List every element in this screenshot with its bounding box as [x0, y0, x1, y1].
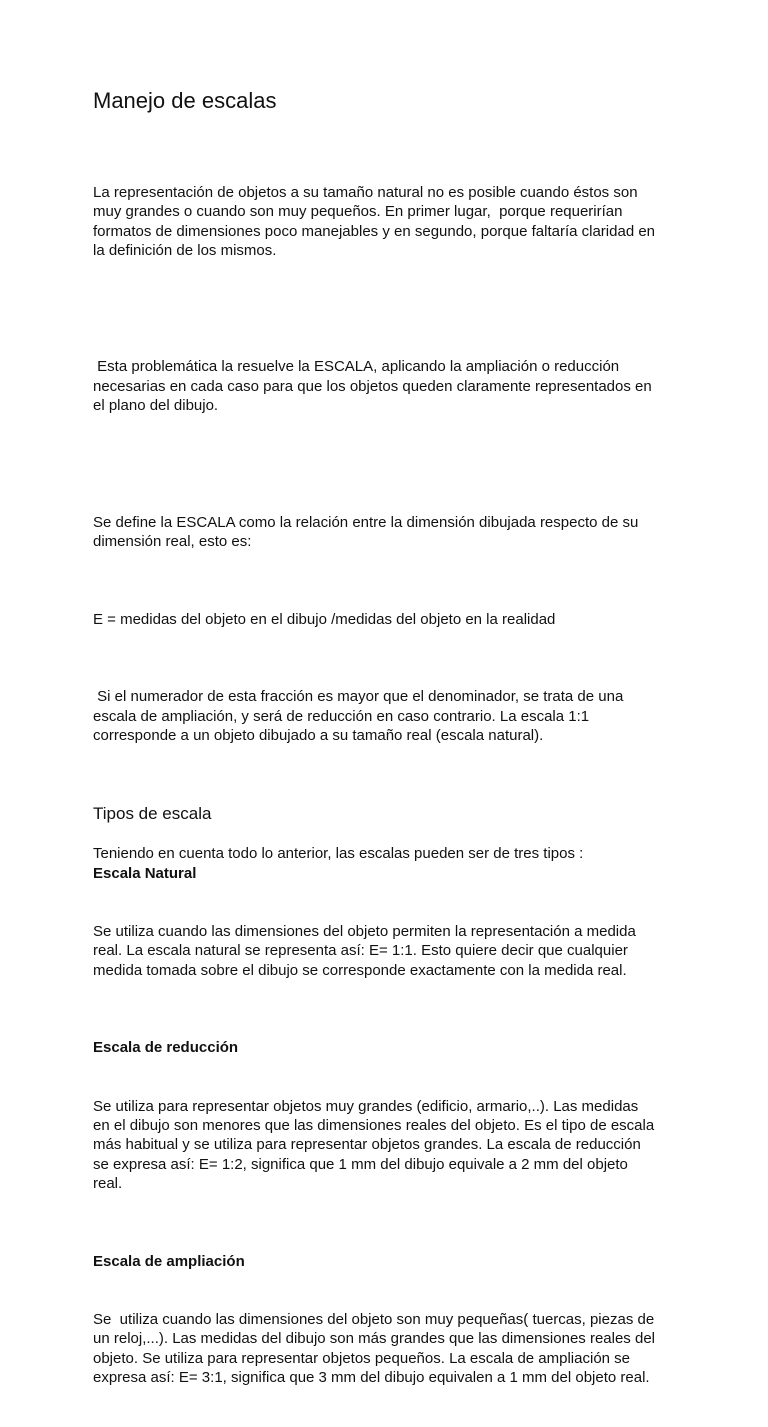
- reduccion-paragraph: [93, 1058, 683, 1233]
- fraction-paragraph: [93, 649, 683, 785]
- text-line: objeto. Se utiliza para representar objetos pequeños. La escala de ampliación se: [93, 1349, 631, 1367]
- text-line: se expresa así: E= 1:2, significa que 1 mm del dibujo equivale a 2 mm del objeto: [93, 1155, 628, 1173]
- natural-heading: Escala Natural: [93, 864, 197, 882]
- escala-paragraph: [93, 319, 683, 455]
- text-line: necesarias en cada caso para que los objetos queden claramente representados en: [93, 377, 652, 395]
- natural-section: [93, 864, 683, 1019]
- text-line: más habitual y se utiliza para representar objetos grandes. La escala de reducción: [93, 1136, 641, 1154]
- natural-paragraph: [93, 883, 683, 1019]
- text-line: muy grandes o cuando son muy pequeños. En primer lugar, porque requerirían: [93, 203, 623, 221]
- ampliacion-heading: Escala de ampliación: [93, 1252, 245, 1270]
- text-line: Se utiliza cuando las dimensiones del objeto son muy pequeñas( tuercas, piezas de: [93, 1311, 655, 1329]
- text-line: la definición de los mismos.: [93, 242, 277, 260]
- text-line: Esta problemática la resuelve la ESCALA, aplicando la ampliación o reducción: [93, 358, 620, 376]
- ampliacion-section: [93, 1252, 683, 1427]
- text-line: Se utiliza cuando las dimensiones del objeto permiten la representación a medida: [93, 922, 636, 940]
- text-line: Si el numerador de esta fracción es mayor que el denominador, se trata de una: [93, 688, 624, 706]
- reduccion-heading: Escala de reducción: [93, 1039, 239, 1057]
- intro-paragraph: [93, 144, 683, 299]
- text-line: real. La escala natural se representa así: E= 1:1. Esto quiere decir que cualquier: [93, 942, 628, 960]
- definition-paragraph: [93, 474, 683, 590]
- formula-line: E = medidas del objeto en el dibujo /medidas del objeto en la realidad: [93, 610, 556, 628]
- text-line: real.: [93, 1175, 123, 1193]
- text-line: formatos de dimensiones poco manejables y en segundo, porque faltaría claridad en: [93, 222, 656, 240]
- ampliacion-paragraph: [93, 1271, 683, 1426]
- text-line: en el dibujo son menores que las dimensiones reales del objeto. Es el tipo de escala: [93, 1117, 655, 1135]
- text-line: expresa así: E= 3:1, significa que 3 mm del dibujo equivalen a 1 mm del objeto real.: [93, 1369, 650, 1387]
- page-title: Manejo de escalas: [93, 88, 277, 113]
- types-intro: Teniendo en cuenta todo lo anterior, las escalas pueden ser de tres tipos :: [93, 845, 584, 863]
- text-line: escala de ampliación, y será de reducción en caso contrario. La escala 1:1: [93, 707, 590, 725]
- reduccion-section: [93, 1038, 683, 1232]
- text-line: La representación de objetos a su tamaño natural no es posible cuando éstos son: [93, 183, 638, 201]
- text-line: Se define la ESCALA como la relación entre la dimensión dibujada respecto de su: [93, 513, 639, 531]
- text-line: un reloj,...). Las medidas del dibujo son más grandes que las dimensiones reales del: [93, 1330, 655, 1348]
- text-line: dimensión real, esto es:: [93, 533, 252, 551]
- section-title: Tipos de escala: [93, 804, 212, 824]
- text-line: medida tomada sobre el dibujo se corresponde exactamente con la medida real.: [93, 961, 627, 979]
- text-line: Se utiliza para representar objetos muy grandes (edificio, armario,..). Las medidas: [93, 1097, 639, 1115]
- document-page: [93, 86, 683, 1427]
- text-line: el plano del dibujo.: [93, 397, 219, 415]
- text-line: corresponde a un objeto dibujado a su tamaño real (escala natural).: [93, 727, 544, 745]
